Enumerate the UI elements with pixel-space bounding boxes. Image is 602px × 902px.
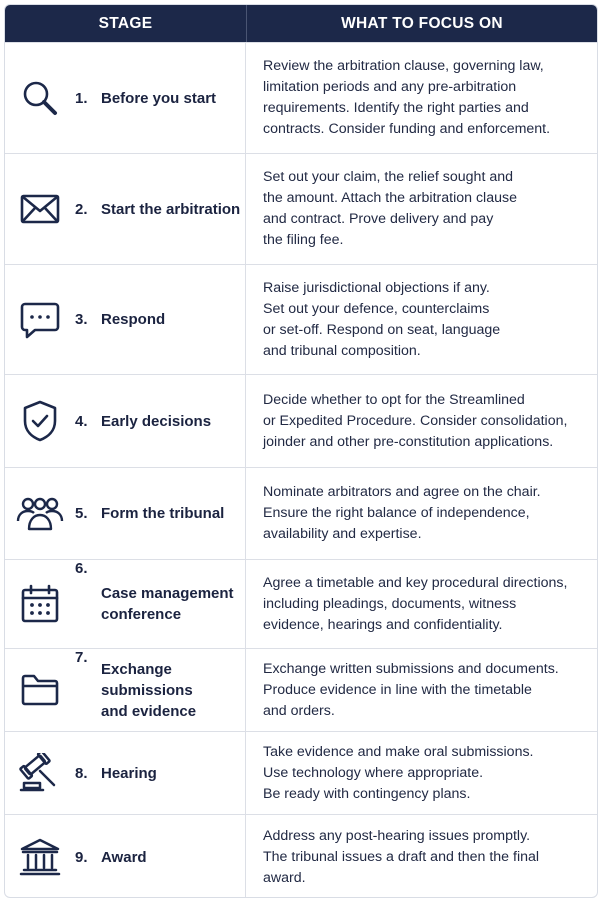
focus-line: Review the arbitration clause, governing law,	[263, 58, 544, 74]
chat-bubble-icon	[5, 300, 75, 340]
focus-line: Nominate arbitrators and agree on the chair.	[263, 484, 541, 500]
focus-cell	[246, 560, 597, 648]
focus-line: joinder and other pre-constitution applications.	[263, 433, 554, 450]
focus-cell	[246, 375, 597, 467]
focus-line: contracts. Consider funding and enforcement.	[263, 121, 551, 137]
focus-line: and tribunal composition.	[263, 342, 421, 359]
focus-line: Use technology where appropriate.	[263, 764, 484, 781]
focus-line: and contract. Prove delivery and pay	[263, 211, 494, 227]
stage-number: 5.	[75, 505, 88, 522]
focus-line: Exchange written submissions and documents.	[263, 660, 559, 677]
focus-line: or set-off. Respond on seat, language	[263, 321, 501, 338]
stage-number: 7.	[75, 649, 88, 666]
focus-cell	[246, 43, 597, 153]
focus-line: Produce evidence in line with the timetable	[263, 681, 532, 698]
focus-line: Decide whether to opt for the Streamlined	[263, 391, 525, 408]
stage-label	[101, 659, 245, 722]
gavel-icon	[5, 753, 75, 793]
focus-line: Set out your claim, the relief sought and	[263, 169, 513, 185]
stage-cell	[5, 560, 246, 648]
focus-line: Ensure the right balance of independence,	[263, 505, 530, 521]
stage-label: Start the arbitration	[101, 200, 241, 218]
focus-line: limitation periods and any pre-arbitration	[263, 79, 517, 95]
stage-cell	[5, 43, 246, 153]
stage-number: 9.	[75, 848, 88, 866]
table-row	[5, 559, 597, 648]
stage-label: Respond	[101, 311, 166, 328]
stage-number: 2.	[75, 200, 88, 218]
focus-cell	[246, 649, 597, 731]
search-icon	[5, 78, 75, 118]
focus-line: Address any post-hearing issues promptly.	[263, 827, 531, 844]
focus-cell	[246, 154, 597, 264]
stage-label: Before you start	[101, 89, 217, 107]
table-row	[5, 374, 597, 467]
focus-line: Be ready with contingency plans.	[263, 785, 471, 802]
stage-column-header: STAGE	[5, 5, 247, 42]
focus-line: evidence, hearings and confidentiality.	[263, 616, 503, 633]
stage-number: 3.	[75, 311, 88, 328]
focus-line: or Expedited Procedure. Consider consolidation,	[263, 412, 568, 429]
focus-line: The tribunal issues a draft and then the final	[263, 848, 540, 865]
table-row	[5, 814, 597, 898]
focus-line: Agree a timetable and key procedural directions,	[263, 574, 568, 591]
stage-label-line: conference	[101, 606, 182, 623]
arbitration-stages-table	[4, 4, 598, 898]
stage-number: 8.	[75, 764, 88, 782]
focus-line: including pleadings, documents, witness	[263, 595, 517, 612]
focus-line: and orders.	[263, 702, 335, 719]
stage-label: Hearing	[101, 764, 157, 782]
focus-cell	[246, 815, 597, 898]
focus-cell	[246, 732, 597, 814]
table-row	[5, 42, 597, 153]
courthouse-icon	[5, 837, 75, 877]
stage-cell	[5, 815, 246, 898]
focus-line: availability and expertise.	[263, 526, 422, 542]
stage-cell	[5, 154, 246, 264]
table-header	[5, 5, 597, 42]
stage-label-line: and evidence	[101, 702, 197, 720]
envelope-icon	[5, 193, 75, 225]
focus-line: Raise jurisdictional objections if any.	[263, 279, 490, 296]
group-icon	[5, 497, 75, 531]
table-row	[5, 264, 597, 374]
folder-icon	[5, 673, 75, 707]
stage-cell	[5, 732, 246, 814]
table-row	[5, 731, 597, 814]
stage-label	[101, 583, 245, 625]
stage-cell	[5, 468, 246, 559]
focus-cell	[246, 468, 597, 559]
focus-column-header: WHAT TO FOCUS ON	[341, 14, 503, 32]
focus-line: the amount. Attach the arbitration clause	[263, 190, 517, 206]
focus-line: Set out your defence, counterclaims	[263, 300, 490, 317]
stage-label: Early decisions	[101, 412, 212, 430]
focus-cell	[246, 265, 597, 374]
focus-line: requirements. Identify the right parties and	[263, 100, 529, 116]
calendar-icon	[5, 584, 75, 624]
focus-line: the filing fee.	[263, 232, 344, 248]
table-row	[5, 153, 597, 264]
stage-label: Award	[101, 848, 147, 866]
table-row	[5, 467, 597, 559]
focus-line: Take evidence and make oral submissions.	[263, 743, 534, 760]
stage-number: 4.	[75, 412, 88, 430]
stage-number: 1.	[75, 89, 88, 107]
table-row	[5, 648, 597, 731]
stage-cell	[5, 265, 246, 374]
stage-label-line: Exchange submissions	[101, 660, 193, 699]
stage-label: Form the tribunal	[101, 505, 225, 522]
focus-line: award.	[263, 869, 306, 886]
stage-number: 6.	[75, 560, 88, 577]
shield-check-icon	[5, 399, 75, 443]
stage-cell	[5, 649, 246, 731]
stage-cell	[5, 375, 246, 467]
stage-label-line: Case management	[101, 585, 234, 602]
